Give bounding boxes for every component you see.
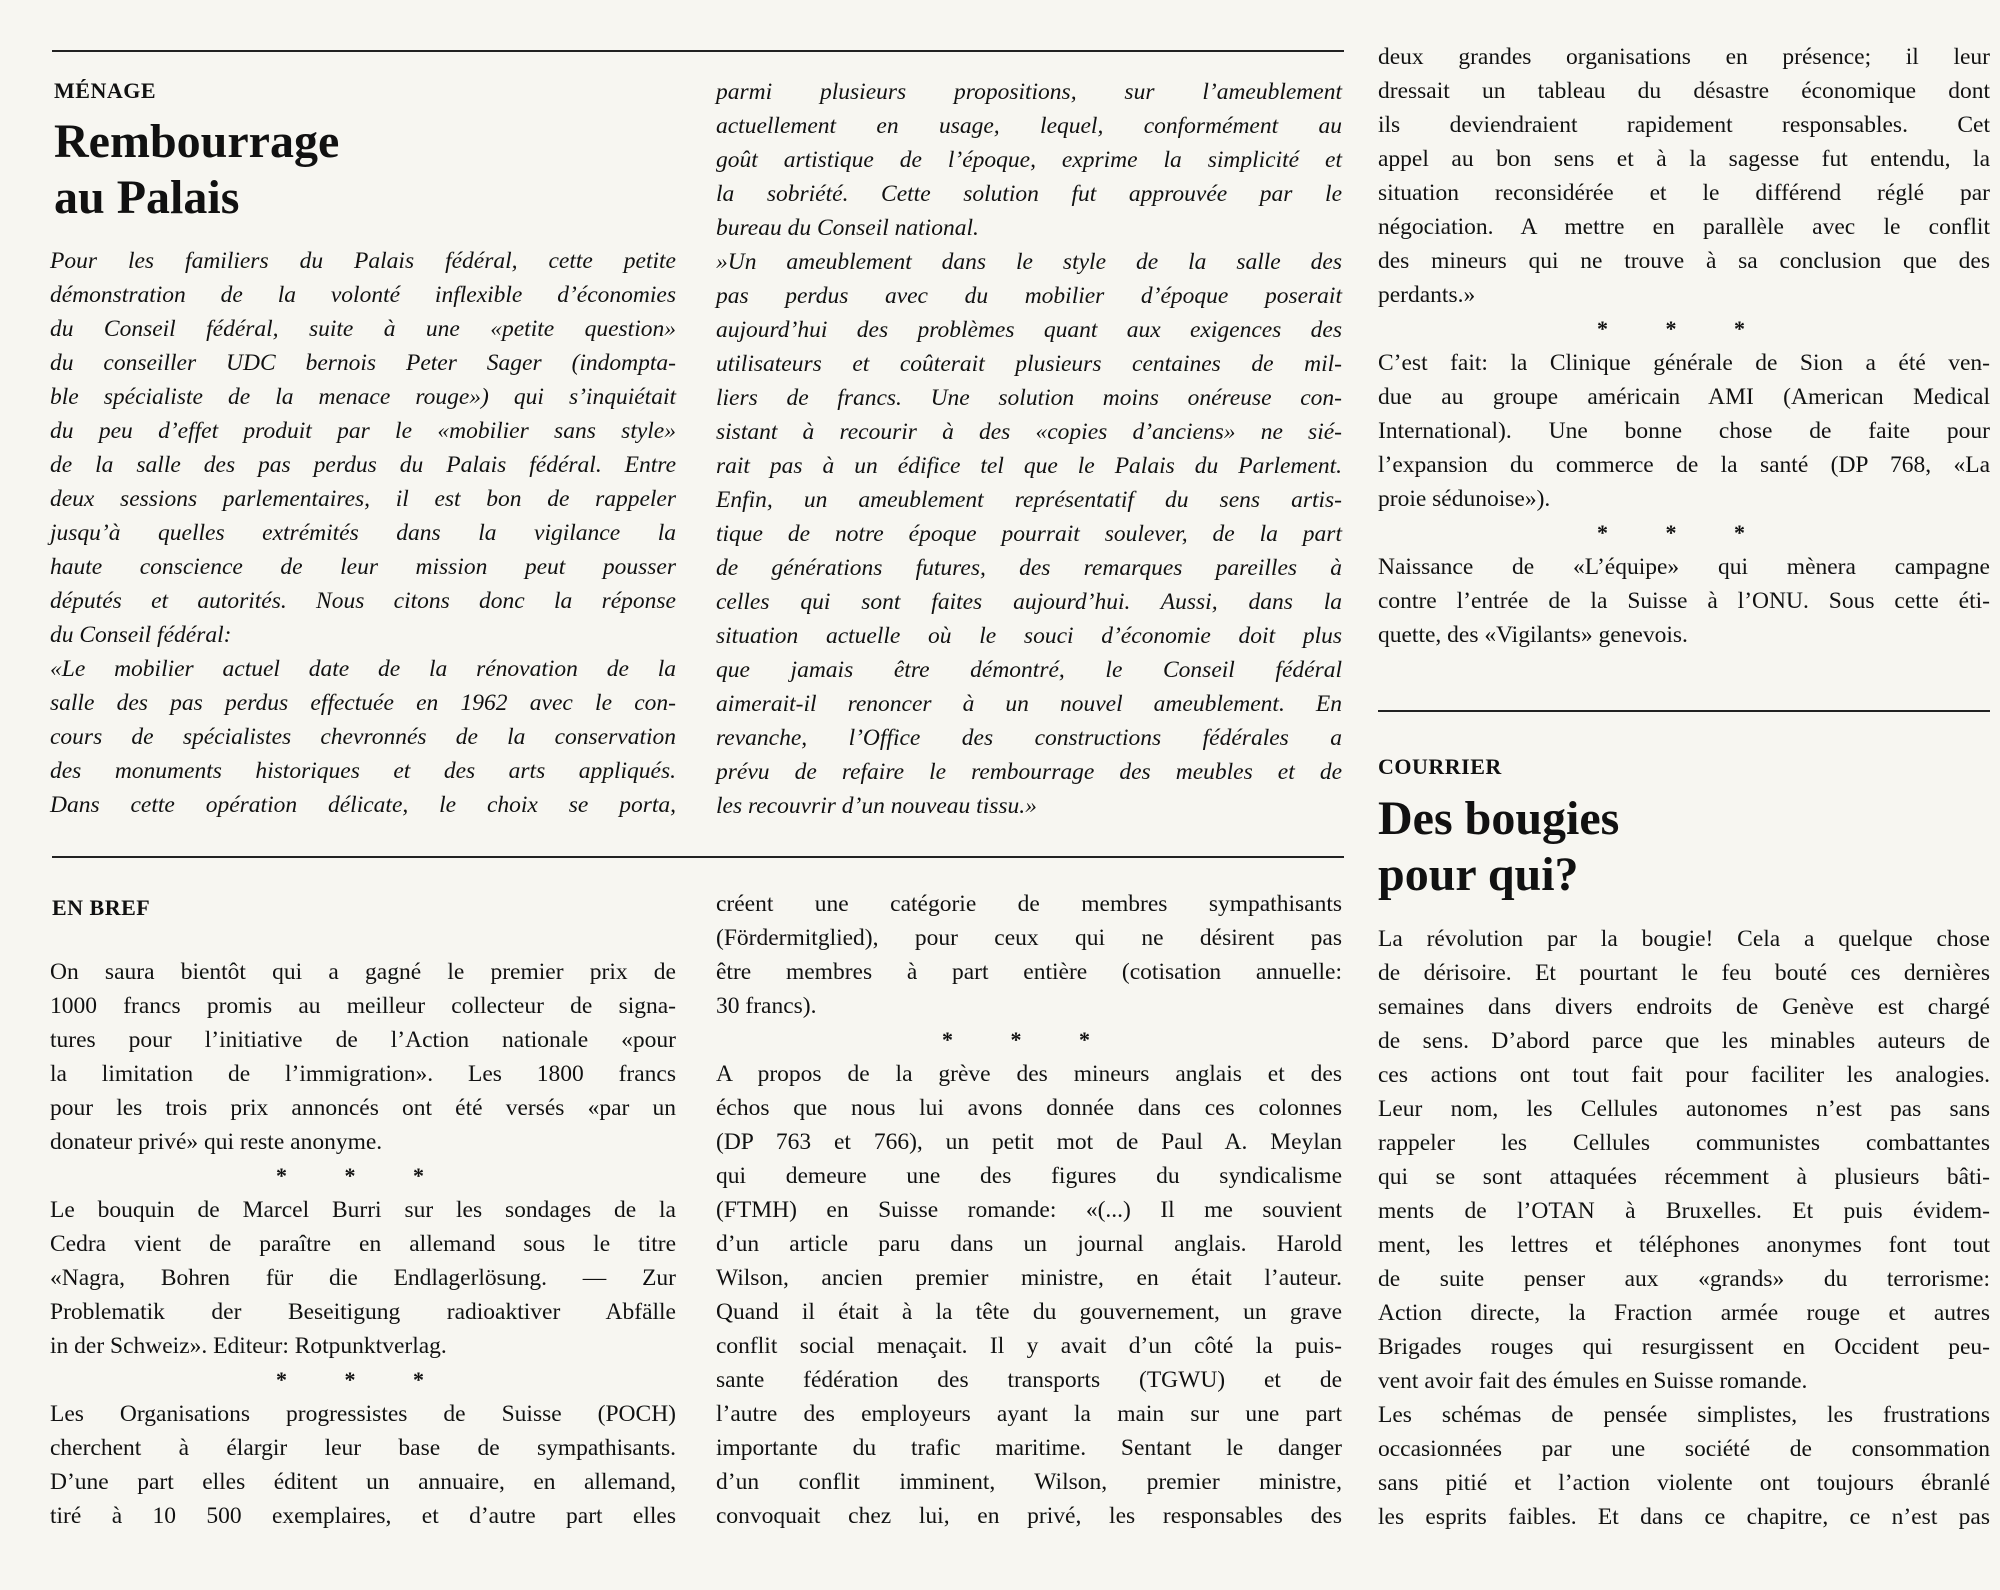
text-line: négociation. A mettre en parallèle avec le conflit (1378, 214, 1990, 240)
text-line: du Conseil fédéral, suite à une «petite question» (50, 316, 676, 342)
text-line: deux sessions parlementaires, il est bon de rappeler (50, 486, 676, 512)
text-line: tique de notre époque pourrait soulever, de la part (716, 521, 1342, 547)
text-line: International). Une bonne chose de faite pour (1378, 418, 1990, 444)
text-line: bureau du Conseil national. (716, 215, 979, 241)
section-label-menage: MÉNAGE (54, 78, 156, 103)
text-line: quette, des «Vigilants» genevois. (1378, 622, 1688, 648)
text-line: On saura bientôt qui a gagné le premier prix de (50, 959, 676, 985)
text-line: l’expansion du commerce de la santé (DP 768, «La (1378, 452, 1990, 478)
text-line: revanche, l’Office des constructions fédérales a (716, 725, 1342, 751)
middle-rule (52, 856, 1344, 858)
text-line: ils deviendraient rapidement responsables. Cet (1378, 112, 1990, 138)
text-line: des mineurs qui ne trouve à sa conclusion que des (1378, 248, 1990, 274)
text-line: contre l’entrée de la Suisse à l’ONU. Sous cette éti- (1378, 588, 1990, 614)
text-line: cherchent à élargir leur base de sympathisants. (50, 1435, 676, 1461)
text-line: in der Schweiz». Editeur: Rotpunktverlag. (50, 1333, 447, 1359)
text-line: ces actions ont tout fait pour faciliter les analogies. (1378, 1062, 1990, 1088)
text-line: du peu d’effet produit par le «mobilier sans style» (50, 418, 676, 444)
text-line: sans pitié et l’action violente ont toujours ébranlé (1378, 1470, 1990, 1496)
text-line: Les Organisations progressistes de Suisse (POCH) (50, 1401, 676, 1427)
top-rule (52, 50, 1344, 52)
text-line: parmi plusieurs propositions, sur l’ameublement (716, 79, 1342, 105)
text-line: Wilson, ancien premier ministre, en était l’auteur. (716, 1265, 1342, 1291)
text-line: Dans cette opération délicate, le choix se porta, (50, 792, 676, 818)
text-line: de dérisoire. Et pourtant le feu bouté ces dernières (1378, 960, 1990, 986)
text-line: proie sédunoise»). (1378, 486, 1551, 512)
menage-column-1 (50, 244, 676, 822)
text-line: les esprits faibles. Et dans ce chapitre, ce n’est pas (1378, 1504, 1990, 1530)
text-line: créent une catégorie de membres sympathisants (716, 891, 1342, 917)
text-line: dressait un tableau du désastre économique dont (1378, 78, 1990, 104)
section-label-en-bref: EN BREF (52, 895, 151, 920)
headline-line: Rembourrage (54, 115, 340, 168)
text-line: »Un ameublement dans le style de la salle des (716, 249, 1342, 275)
text-line: aujourd’hui des problèmes quant aux exigences des (716, 317, 1342, 343)
text-line: conflit social menaçait. Il y avait d’un côté la puis- (716, 1333, 1342, 1359)
text-line: qui demeure une des figures du syndicalisme (716, 1163, 1342, 1189)
text-line: pas perdus avec du mobilier d’époque poserait (716, 283, 1342, 309)
text-line: Enfin, un ameublement représentatif du sens artis- (716, 487, 1342, 513)
text-line: A propos de la grève des mineurs anglais et des (716, 1061, 1342, 1087)
text-line: tiré à 10 500 exemplaires, et d’autre part elles (50, 1503, 676, 1529)
text-line: deux grandes organisations en présence; il leur (1378, 44, 1990, 70)
separator-stars: * * * (276, 1163, 450, 1188)
text-line: Naissance de «L’équipe» qui mènera campagne (1378, 554, 1990, 580)
text-line: du conseiller UDC bernois Peter Sager (indompta- (50, 350, 676, 376)
headline-line: Des bougies (1378, 792, 1620, 845)
text-line: convoquait chez lui, en privé, les responsables des (716, 1503, 1342, 1529)
text-line: «Le mobilier actuel date de la rénovation de la (50, 656, 676, 682)
text-line: les recouvrir d’un nouveau tissu.» (716, 793, 1037, 819)
text-line: 1000 francs promis au meilleur collecteur de signa- (50, 993, 676, 1019)
separator-stars: * * * (1597, 316, 1771, 341)
text-line: celles qui sont faites aujourd’hui. Aussi, dans la (716, 589, 1342, 615)
text-line: liers de francs. Une solution moins onéreuse con- (716, 385, 1342, 411)
text-line: Cedra vient de paraître en allemand sous le titre (50, 1231, 676, 1257)
text-line: démonstration de la volonté inflexible d’économies (50, 282, 676, 308)
text-line: la limitation de l’immigration». Les 1800 francs (50, 1061, 676, 1087)
text-line: situation actuelle où le souci d’économie doit plus (716, 623, 1342, 649)
text-line: La révolution par la bougie! Cela a quelque chose (1378, 926, 1990, 952)
text-line: jusqu’à quelles extrémités dans la vigilance la (50, 520, 676, 546)
text-line: semaines dans divers endroits de Genève est chargé (1378, 994, 1990, 1020)
text-line: Brigades rouges qui resurgissent en Occident peu- (1378, 1334, 1990, 1360)
text-line: (DP 763 et 766), un petit mot de Paul A. Meylan (716, 1129, 1342, 1155)
text-line: de sens. D’abord parce que les minables auteurs de (1378, 1028, 1990, 1054)
text-line: ments de l’OTAN à Bruxelles. Et puis évidem- (1378, 1198, 1990, 1224)
menage-column-2 (716, 75, 1342, 823)
text-line: appel au bon sens et à la sagesse fut entendu, la (1378, 146, 1990, 172)
text-line: échos que nous lui avons donnée dans ces colonnes (716, 1095, 1342, 1121)
text-line: Le bouquin de Marcel Burri sur les sondages de la (50, 1197, 676, 1223)
text-line: occasionnées par une société de consommation (1378, 1436, 1990, 1462)
text-line: «Nagra, Bohren für die Endlagerlösung. — Zur (50, 1265, 676, 1291)
text-line: ment, les lettres et téléphones anonymes font tout (1378, 1232, 1990, 1258)
text-line: Action directe, la Fraction armée rouge et autres (1378, 1300, 1990, 1326)
headline-line: pour qui? (1378, 848, 1579, 901)
text-line: (Fördermitglied), pour ceux qui ne désirent pas (716, 925, 1342, 951)
text-line: utilisateurs et coûterait plusieurs centaines de mil- (716, 351, 1342, 377)
right-column-top (1378, 40, 1990, 652)
text-line: qui se sont attaquées récemment à plusieurs bâti- (1378, 1164, 1990, 1190)
headline-rembourrage (54, 114, 339, 226)
text-line: sante fédération des transports (TGWU) et de (716, 1367, 1342, 1393)
separator-stars: * * * (942, 1027, 1116, 1052)
headline-des-bougies (1378, 791, 1619, 903)
text-line: être membres à part entière (cotisation annuelle: (716, 959, 1342, 985)
text-line: l’autre des employeurs ayant la main sur une part (716, 1401, 1342, 1427)
text-line: du Conseil fédéral: (50, 622, 232, 648)
text-line: députés et autorités. Nous citons donc la réponse (50, 588, 676, 614)
text-line: Quand il était à la tête du gouvernement, un grave (716, 1299, 1342, 1325)
text-line: d’un conflit imminent, Wilson, premier ministre, (716, 1469, 1342, 1495)
text-line: D’une part elles éditent un annuaire, en allemand, (50, 1469, 676, 1495)
en-bref-column-1 (50, 955, 676, 1533)
text-line: rait pas à un édifice tel que le Palais du Parlement. (716, 453, 1342, 479)
courrier-rule (1378, 710, 1990, 712)
text-line: Pour les familiers du Palais fédéral, cette petite (50, 248, 676, 274)
text-line: goût artistique de l’époque, exprime la simplicité et (716, 147, 1342, 173)
text-line: aimerait-il renoncer à un nouvel ameublement. En (716, 691, 1342, 717)
text-line: que jamais être démontré, le Conseil fédéral (716, 657, 1342, 683)
text-line: importante du trafic maritime. Sentant le danger (716, 1435, 1342, 1461)
separator-stars: * * * (276, 1367, 450, 1392)
text-line: cours de spécialistes chevronnés de la conservation (50, 724, 676, 750)
text-line: rappeler les Cellules communistes combattantes (1378, 1130, 1990, 1156)
text-line: salle des pas perdus effectuée en 1962 avec le con- (50, 690, 676, 716)
text-line: (FTMH) en Suisse romande: «(...) Il me souvient (716, 1197, 1342, 1223)
section-label-courrier: COURRIER (1378, 754, 1502, 779)
text-line: actuellement en usage, lequel, conformément au (716, 113, 1342, 139)
courrier-column (1378, 922, 1990, 1534)
text-line: de suite penser aux «grands» du terrorisme: (1378, 1266, 1990, 1292)
text-line: des monuments historiques et des arts appliqués. (50, 758, 676, 784)
text-line: Problematik der Beseitigung radioaktiver Abfälle (50, 1299, 676, 1325)
text-line: pour les trois prix annoncés ont été versés «par un (50, 1095, 676, 1121)
text-line: vent avoir fait des émules en Suisse romande. (1378, 1368, 1808, 1394)
text-line: la sobriété. Cette solution fut approuvée par le (716, 181, 1342, 207)
headline-line: au Palais (54, 171, 240, 224)
text-line: perdants.» (1378, 282, 1476, 308)
text-line: ble spécialiste de la menace rouge») qui s’inquiétait (50, 384, 676, 410)
text-line: situation reconsidérée et le différend réglé par (1378, 180, 1990, 206)
text-line: haute conscience de leur mission peut pousser (50, 554, 676, 580)
text-line: de générations futures, des remarques pareilles à (716, 555, 1342, 581)
text-line: donateur privé» qui reste anonyme. (50, 1129, 383, 1155)
text-line: due au groupe américain AMI (American Medical (1378, 384, 1990, 410)
text-line: 30 francs). (716, 993, 817, 1019)
text-line: d’un article paru dans un journal anglais. Harold (716, 1231, 1342, 1257)
text-line: Leur nom, les Cellules autonomes n’est pas sans (1378, 1096, 1990, 1122)
separator-stars: * * * (1597, 520, 1771, 545)
text-line: sistant à recourir à des «copies d’anciens» ne sié- (716, 419, 1342, 445)
text-line: de la salle des pas perdus du Palais fédéral. Entre (50, 452, 676, 478)
text-line: prévu de refaire le rembourrage des meubles et de (716, 759, 1342, 785)
text-line: tures pour l’initiative de l’Action nationale «pour (50, 1027, 676, 1053)
en-bref-column-2 (716, 887, 1342, 1533)
text-line: Les schémas de pensée simplistes, les frustrations (1378, 1402, 1990, 1428)
text-line: C’est fait: la Clinique générale de Sion a été ven- (1378, 350, 1990, 376)
